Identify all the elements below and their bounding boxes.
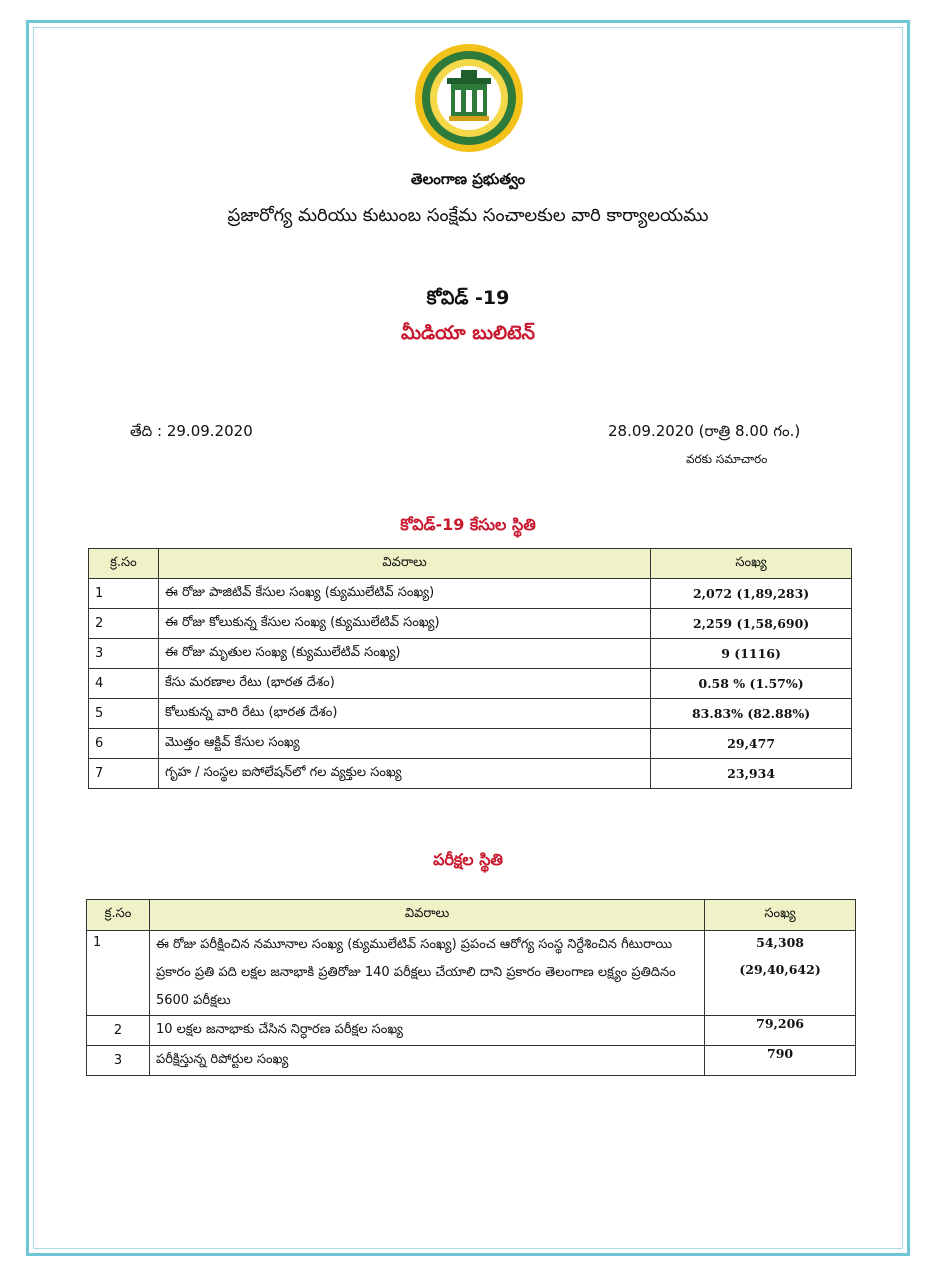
column-header-details: వివరాలు <box>158 549 650 579</box>
table-row <box>89 699 852 729</box>
row-sno: 1 <box>89 579 159 609</box>
row-details: ఈ రోజు మృతుల సంఖ్య (క్యుములేటివ్ సంఖ్య) <box>158 639 650 669</box>
table-header-row <box>89 549 852 579</box>
row-value: 79,206 <box>705 1016 856 1046</box>
row-details: కోలుకున్న వారి రేటు (భారత దేశం) <box>158 699 650 729</box>
row-sno: 3 <box>87 1046 150 1076</box>
tests-table <box>86 899 856 1076</box>
row-sno: 4 <box>89 669 159 699</box>
table-row <box>87 1046 856 1076</box>
row-sno: 5 <box>89 699 159 729</box>
row-value-cumulative: (29,40,642) <box>739 962 821 977</box>
row-details: గృహ / సంస్థల ఐసోలేషన్‌లో గల వ్యక్తుల సంఖ్య <box>158 759 650 789</box>
row-details: ఈ రోజు పాజిటివ్ కేసుల సంఖ్య (క్యుములేటివ్ సంఖ్య) <box>158 579 650 609</box>
government-title: తెలంగాణ ప్రభుత్వం <box>410 170 526 188</box>
row-value: 2,259 (1,58,690) <box>651 609 852 639</box>
table-row <box>87 931 856 1016</box>
column-header-details: వివరాలు <box>149 900 704 931</box>
row-details: ఈ రోజు పరీక్షించిన నమూనాల సంఖ్య (క్యుములేటివ్ సంఖ్య) ప్రపంచ ఆరోగ్య సంస్థ నిర్దేశించిన గీటురాయి ప్రకారం ప్రతి పది లక్షల జనాభాకి ప్రతిరోజు 140 పరీక్షలు చేయాలి దాని ప్రకారం తెలంగాణ లక్ష్యం ప్రతిదినం 5600 పరీక్షలు <box>149 931 704 1016</box>
row-sno: 1 <box>87 931 150 1016</box>
row-sno: 6 <box>89 729 159 759</box>
table-header-row <box>87 900 856 931</box>
row-details: కేసు మరణాల రేటు (భారత దేశం) <box>158 669 650 699</box>
table-row <box>89 729 852 759</box>
table-row <box>89 759 852 789</box>
row-value: 0.58 % (1.57%) <box>651 669 852 699</box>
row-details: 10 లక్షల జనాభాకు చేసిన నిర్ధారణ పరీక్షల సంఖ్య <box>149 1016 704 1046</box>
table-row <box>89 579 852 609</box>
bulletin-date: తేది : 29.09.2020 <box>130 422 253 440</box>
row-details: ఈ రోజు కోలుకున్న కేసుల సంఖ్య (క్యుములేటివ్ సంఖ్య) <box>158 609 650 639</box>
row-value: 9 (1116) <box>651 639 852 669</box>
table-row <box>89 639 852 669</box>
row-details: పరీక్షిస్తున్న రిపోర్టుల సంఖ్య <box>149 1046 704 1076</box>
column-header-sno: క్ర.సం <box>89 549 159 579</box>
table-row <box>89 609 852 639</box>
row-value: 29,477 <box>651 729 852 759</box>
row-sno: 2 <box>89 609 159 639</box>
row-details: మొత్తం ఆక్టివ్ కేసుల సంఖ్య <box>158 729 650 759</box>
table-row <box>89 669 852 699</box>
row-sno: 7 <box>89 759 159 789</box>
telangana-emblem-icon <box>413 42 525 154</box>
table-row <box>87 1016 856 1046</box>
cases-section-title: కోవిడ్-19 కేసుల స్థితి <box>400 515 536 534</box>
column-header-sno: క్ర.సం <box>87 900 150 931</box>
row-value-cell <box>705 931 856 1016</box>
column-header-value: సంఖ్య <box>705 900 856 931</box>
tests-section-title: పరీక్షల స్థితి <box>433 850 503 869</box>
row-value: 790 <box>705 1046 856 1076</box>
data-as-of-time: 28.09.2020 (రాత్రి 8.00 గం.) <box>608 422 801 440</box>
column-header-value: సంఖ్య <box>651 549 852 579</box>
data-as-of-label: వరకు సమాచారం <box>686 452 768 466</box>
row-sno: 3 <box>89 639 159 669</box>
row-sno: 2 <box>87 1016 150 1046</box>
row-value: 54,308 <box>756 935 804 950</box>
bulletin-title: మీడియా బులిటెన్ <box>400 322 536 344</box>
row-value: 23,934 <box>651 759 852 789</box>
row-value: 2,072 (1,89,283) <box>651 579 852 609</box>
office-title: ప్రజారోగ్య మరియు కుటుంబ సంక్షేమ సంచాలకుల వారి కార్యాలయము <box>227 205 709 226</box>
row-value: 83.83% (82.88%) <box>651 699 852 729</box>
cases-table <box>88 548 852 789</box>
covid-title: కోవిడ్ -19 <box>426 287 510 309</box>
